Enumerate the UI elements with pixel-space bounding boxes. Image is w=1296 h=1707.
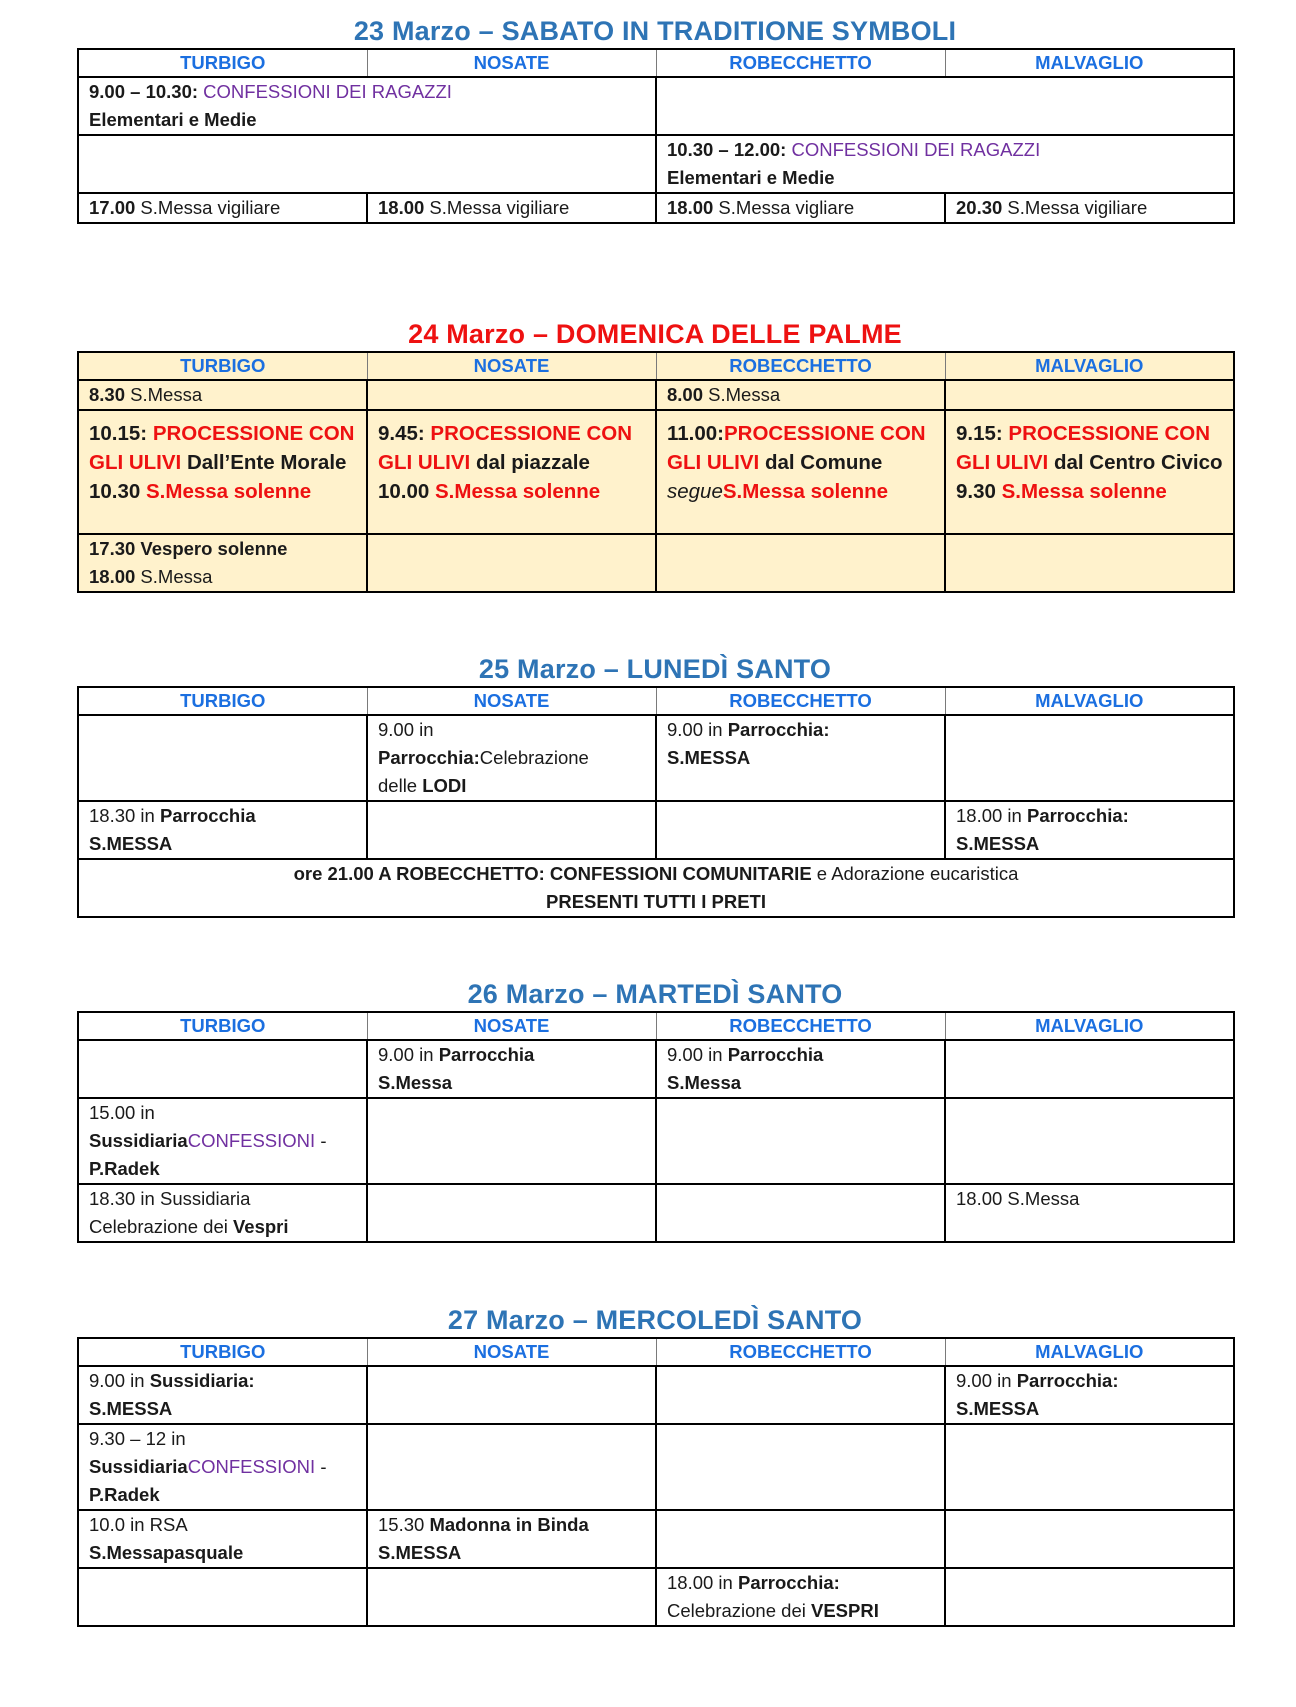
cell-text: 15.30	[378, 1514, 430, 1535]
cell-text: dal Comune	[759, 451, 883, 474]
column-header-robecchetto: ROBECCHETTO	[656, 49, 945, 77]
cell-text: delle	[378, 775, 423, 796]
schedule-cell	[945, 801, 1234, 859]
cell-text: Parrocchia:	[378, 747, 480, 768]
cell-line	[956, 194, 1223, 222]
schedule-cell	[656, 1568, 945, 1626]
cell-text: -	[315, 1130, 327, 1151]
schedule-cell	[78, 410, 367, 534]
cell-line	[378, 716, 645, 744]
schedule-cell	[656, 193, 945, 223]
cell-text: Parrocchia:	[1026, 805, 1129, 826]
header-row	[78, 1338, 1234, 1366]
schedule-row	[78, 534, 1234, 592]
cell-text: Celebrazione	[479, 747, 589, 768]
schedule-cell	[945, 1510, 1234, 1568]
day-title: 23 Marzo – SABATO IN TRADITIONE SYMBOLI	[353, 16, 957, 46]
header-row	[78, 352, 1234, 380]
cell-text: S.Messapasquale	[89, 1542, 244, 1563]
schedule-row	[78, 1568, 1234, 1626]
cell-text: 18.30 in Sussidiaria	[89, 1188, 251, 1209]
cell-text: S.Messa vigiliare	[1002, 197, 1148, 218]
column-header-nosate: NOSATE	[367, 352, 656, 380]
schedule-cell	[78, 77, 656, 135]
schedule-cell	[945, 380, 1234, 410]
schedule-cell	[78, 801, 367, 859]
schedule-cell	[367, 1040, 656, 1098]
cell-line	[378, 448, 645, 477]
cell-text: S.Messa vigiliare	[424, 197, 570, 218]
schedule-cell	[945, 1098, 1234, 1184]
cell-line	[89, 535, 356, 563]
cell-text: 9.45:	[378, 422, 431, 445]
cell-text: Parrocchia	[727, 1044, 824, 1065]
cell-line	[89, 888, 1223, 916]
cell-line	[956, 802, 1223, 830]
day-section-25-marzo	[77, 652, 1233, 918]
cell-text: dal piazzale	[470, 451, 590, 474]
cell-line	[667, 136, 1223, 164]
cell-line	[378, 1511, 645, 1539]
cell-text: 9.00 in	[378, 719, 434, 740]
cell-line	[378, 744, 645, 772]
schedule-cell	[945, 715, 1234, 801]
cell-line	[956, 1185, 1223, 1213]
column-header-turbigo: TURBIGO	[78, 1338, 367, 1366]
schedule-row	[78, 380, 1234, 410]
schedule-row	[78, 135, 1234, 193]
cell-text: Celebrazione dei	[667, 1600, 811, 1621]
schedule-table	[77, 48, 1235, 224]
column-header-malvaglio: MALVAGLIO	[945, 1012, 1234, 1040]
schedule-row	[78, 859, 1234, 917]
cell-text: S.Messa	[135, 566, 213, 587]
cell-line	[378, 1539, 645, 1567]
schedule-cell	[78, 1040, 367, 1098]
schedule-cell	[78, 1510, 367, 1568]
cell-text: 18.00 in	[956, 805, 1027, 826]
schedule-table	[77, 351, 1235, 593]
cell-text: S.MESSA	[956, 1398, 1040, 1419]
column-header-robecchetto: ROBECCHETTO	[656, 1338, 945, 1366]
cell-text: 9.30 – 12 in	[89, 1428, 186, 1449]
highlight-text: S.Messa solenne	[146, 480, 312, 503]
cell-text: 18.00	[378, 197, 425, 218]
cell-line	[89, 448, 356, 477]
cell-line	[89, 1539, 356, 1567]
schedule-cell	[78, 1366, 367, 1424]
column-header-malvaglio: MALVAGLIO	[945, 352, 1234, 380]
schedule-cell	[78, 715, 367, 801]
cell-line	[667, 1569, 934, 1597]
cell-text: 8.30	[89, 384, 126, 405]
schedule-cell	[656, 77, 1234, 135]
schedule-cell	[78, 859, 1234, 917]
schedule-cell	[656, 715, 945, 801]
cell-text: Parrocchia:	[727, 719, 830, 740]
cell-text: PRESENTI TUTTI I PRETI	[546, 891, 766, 912]
cell-line	[378, 194, 645, 222]
schedule-cell	[367, 380, 656, 410]
cell-line	[667, 1069, 934, 1097]
cell-text: 18.00	[667, 197, 714, 218]
cell-line	[667, 419, 934, 448]
header-row	[78, 687, 1234, 715]
schedule-cell	[656, 1184, 945, 1242]
schedule-cell	[78, 380, 367, 410]
cell-text: Sussidiaria	[89, 1130, 188, 1151]
cell-line	[89, 1367, 356, 1395]
cell-line	[89, 419, 356, 448]
cell-line	[89, 194, 356, 222]
cell-text: P.Radek	[89, 1484, 160, 1505]
cell-line	[89, 1481, 356, 1509]
schedule-row	[78, 193, 1234, 223]
column-header-malvaglio: MALVAGLIO	[945, 49, 1234, 77]
cell-line	[956, 448, 1223, 477]
cell-text: S.Messa	[667, 1072, 742, 1093]
highlight-text: GLI ULIVI	[378, 451, 471, 474]
schedule-row	[78, 77, 1234, 135]
highlight-text: CONFESSIONI	[187, 1130, 316, 1151]
column-header-turbigo: TURBIGO	[78, 49, 367, 77]
schedule-cell	[945, 410, 1234, 534]
cell-line	[667, 716, 934, 744]
column-header-malvaglio: MALVAGLIO	[945, 687, 1234, 715]
cell-text: 18.00	[89, 566, 136, 587]
schedule-table	[77, 1011, 1235, 1243]
schedule-cell	[367, 1510, 656, 1568]
day-section-27-marzo	[77, 1303, 1233, 1627]
schedule-cell	[78, 135, 656, 193]
cell-text: 18.00 S.Messa	[956, 1188, 1080, 1209]
cell-text: Parrocchia:	[1016, 1370, 1119, 1391]
cell-line	[89, 1511, 356, 1539]
day-section-26-marzo	[77, 977, 1233, 1243]
cell-text: 10.15:	[89, 422, 153, 445]
schedule-cell	[945, 1040, 1234, 1098]
schedule-cell	[656, 1040, 945, 1098]
cell-line	[89, 1395, 356, 1423]
schedule-cell	[367, 1184, 656, 1242]
cell-text: Parrocchia	[159, 805, 256, 826]
cell-line	[89, 1453, 356, 1481]
cell-text: 9.15:	[956, 422, 1009, 445]
cell-text: LODI	[422, 775, 467, 796]
cell-line	[378, 419, 645, 448]
cell-line	[956, 477, 1223, 506]
column-header-nosate: NOSATE	[367, 49, 656, 77]
column-header-nosate: NOSATE	[367, 1012, 656, 1040]
schedule-row	[78, 801, 1234, 859]
cell-line	[956, 830, 1223, 858]
schedule-cell	[656, 1510, 945, 1568]
schedule-cell	[367, 1366, 656, 1424]
cell-line	[378, 1069, 645, 1097]
cell-line	[667, 1041, 934, 1069]
cell-text: P.Radek	[89, 1158, 160, 1179]
cell-text: 9.00 in	[956, 1370, 1017, 1391]
cell-text: S.Messa	[703, 384, 781, 405]
cell-text: VESPRI	[810, 1600, 879, 1621]
cell-line	[667, 744, 934, 772]
highlight-text: CONFESSIONI	[187, 1456, 316, 1477]
cell-text: -	[315, 1456, 327, 1477]
cell-line	[89, 381, 356, 409]
cell-text: S.MESSA	[956, 833, 1040, 854]
cell-text: S.Messa	[125, 384, 203, 405]
schedule-row	[78, 1424, 1234, 1510]
cell-text: S.Messa	[378, 1072, 453, 1093]
column-header-robecchetto: ROBECCHETTO	[656, 1012, 945, 1040]
cell-text: Madonna in Binda	[429, 1514, 589, 1535]
header-row	[78, 1012, 1234, 1040]
schedule-cell	[656, 1424, 945, 1510]
cell-line	[378, 477, 645, 506]
cell-text: S.MESSA	[378, 1542, 462, 1563]
column-header-nosate: NOSATE	[367, 1338, 656, 1366]
cell-line	[89, 1213, 356, 1241]
schedule-cell	[78, 1568, 367, 1626]
schedule-table	[77, 686, 1235, 918]
cell-line	[89, 802, 356, 830]
cell-text: 10.0 in RSA	[89, 1514, 188, 1535]
highlight-text: GLI ULIVI	[956, 451, 1049, 474]
cell-text: 9.00 – 10.30:	[89, 81, 204, 102]
cell-text: Vespri	[232, 1216, 289, 1237]
cell-line	[667, 448, 934, 477]
schedule-row	[78, 1184, 1234, 1242]
schedule-cell	[367, 1098, 656, 1184]
schedule-row	[78, 1098, 1234, 1184]
highlight-text: GLI ULIVI	[667, 451, 760, 474]
schedule-cell	[78, 193, 367, 223]
highlight-text: PROCESSIONE CON	[1008, 422, 1211, 445]
cell-text: 20.30	[956, 197, 1003, 218]
cell-line	[89, 1425, 356, 1453]
schedule-cell	[656, 380, 945, 410]
cell-text: Sussidiaria:	[149, 1370, 255, 1391]
cell-line	[89, 860, 1223, 888]
schedule-cell	[367, 410, 656, 534]
schedule-cell	[367, 534, 656, 592]
schedule-cell	[656, 1366, 945, 1424]
cell-line	[667, 164, 1223, 192]
highlight-text: GLI ULIVI	[89, 451, 182, 474]
cell-text: S.MESSA	[89, 833, 173, 854]
cell-line	[89, 830, 356, 858]
schedule-cell	[367, 715, 656, 801]
highlight-text: S.Messa solenne	[435, 480, 601, 503]
cell-text: 15.00 in	[89, 1102, 155, 1123]
cell-text: Parrocchia	[438, 1044, 535, 1065]
cell-text: 8.00	[667, 384, 704, 405]
cell-line	[89, 78, 645, 106]
cell-text: 9.00 in	[667, 1044, 728, 1065]
column-header-turbigo: TURBIGO	[78, 352, 367, 380]
highlight-text: PROCESSIONE CON	[724, 422, 926, 445]
day-title: 27 Marzo – MERCOLEDÌ SANTO	[447, 1305, 863, 1335]
cell-line	[89, 1127, 356, 1155]
schedule-cell	[945, 1568, 1234, 1626]
cell-line	[89, 563, 356, 591]
cell-text: Dall’Ente Morale	[181, 451, 347, 474]
cell-line	[956, 1367, 1223, 1395]
cell-line	[89, 1155, 356, 1183]
cell-text: Elementari e Medie	[89, 109, 257, 130]
schedule-cell	[367, 1568, 656, 1626]
cell-text: 17.00	[89, 197, 136, 218]
column-header-turbigo: TURBIGO	[78, 1012, 367, 1040]
cell-line	[89, 477, 356, 506]
day-section-24-marzo	[77, 317, 1233, 593]
schedule-cell	[78, 1098, 367, 1184]
schedule-cell	[945, 193, 1234, 223]
cell-line	[89, 1185, 356, 1213]
header-row	[78, 49, 1234, 77]
cell-text: 18.30 in	[89, 805, 160, 826]
cell-text: e Adorazione eucaristica	[811, 863, 1019, 884]
cell-line	[667, 477, 934, 506]
cell-text: 9.00 in	[89, 1370, 150, 1391]
highlight-text: CONFESSIONI DEI RAGAZZI	[791, 139, 1041, 160]
cell-text: dal Centro Civico	[1048, 451, 1223, 474]
cell-text: Sussidiaria	[89, 1456, 188, 1477]
schedule-row	[78, 410, 1234, 534]
schedule-cell	[656, 1098, 945, 1184]
cell-text: S.MESSA	[667, 747, 751, 768]
day-title: 25 Marzo – LUNEDÌ SANTO	[478, 654, 832, 684]
cell-text: Celebrazione dei	[89, 1216, 233, 1237]
cell-text: Elementari e Medie	[667, 167, 835, 188]
highlight-text: PROCESSIONE CON	[430, 422, 633, 445]
column-header-nosate: NOSATE	[367, 687, 656, 715]
schedule-cell	[78, 534, 367, 592]
cell-line	[89, 1099, 356, 1127]
schedule-row	[78, 715, 1234, 801]
cell-text: ore 21.00 A ROBECCHETTO: CONFESSIONI COMUNITARIE	[293, 863, 812, 884]
cell-text: segue	[667, 480, 723, 503]
schedule-cell	[656, 135, 1234, 193]
column-header-robecchetto: ROBECCHETTO	[656, 687, 945, 715]
column-header-robecchetto: ROBECCHETTO	[656, 352, 945, 380]
cell-line	[89, 106, 645, 134]
cell-text: 11.00:	[667, 422, 724, 445]
cell-text: 9.00 in	[667, 719, 728, 740]
schedule-cell	[367, 193, 656, 223]
day-section-23-marzo	[77, 14, 1233, 224]
schedule-row	[78, 1366, 1234, 1424]
schedule-row	[78, 1040, 1234, 1098]
highlight-text: S.Messa solenne	[1001, 480, 1167, 503]
column-header-malvaglio: MALVAGLIO	[945, 1338, 1234, 1366]
cell-text: S.Messa vigliare	[713, 197, 855, 218]
cell-text: Parrocchia:	[737, 1572, 840, 1593]
schedule-row	[78, 1510, 1234, 1568]
cell-line	[667, 194, 934, 222]
schedule-cell	[78, 1184, 367, 1242]
highlight-text: S.Messa solenne	[722, 480, 889, 503]
highlight-text: PROCESSIONE CON	[152, 422, 355, 445]
highlight-text: CONFESSIONI DEI RAGAZZI	[203, 81, 452, 102]
schedule-cell	[656, 410, 945, 534]
cell-line	[378, 1041, 645, 1069]
column-header-turbigo: TURBIGO	[78, 687, 367, 715]
schedule-cell	[367, 1424, 656, 1510]
cell-line	[667, 1597, 934, 1625]
schedule-cell	[945, 1184, 1234, 1242]
cell-text: 18.00 in	[667, 1572, 738, 1593]
cell-text: 10.30	[89, 480, 146, 503]
cell-text: 10.00	[378, 480, 435, 503]
schedule-cell	[656, 534, 945, 592]
cell-text: S.Messa vigiliare	[135, 197, 281, 218]
day-title: 26 Marzo – MARTEDÌ SANTO	[467, 979, 843, 1009]
cell-text: 17.30 Vespero solenne	[89, 538, 288, 559]
schedule-cell	[945, 534, 1234, 592]
cell-text: 9.30	[956, 480, 1002, 503]
day-title: 24 Marzo – DOMENICA DELLE PALME	[408, 319, 902, 349]
cell-line	[956, 419, 1223, 448]
schedule-cell	[945, 1366, 1234, 1424]
cell-line	[956, 1395, 1223, 1423]
cell-text: S.MESSA	[89, 1398, 173, 1419]
cell-line	[378, 772, 645, 800]
cell-line	[667, 381, 934, 409]
schedule-cell	[78, 1424, 367, 1510]
schedule-cell	[367, 801, 656, 859]
cell-text: 9.00 in	[378, 1044, 439, 1065]
schedule-cell	[945, 1424, 1234, 1510]
schedule-cell	[656, 801, 945, 859]
schedule-table	[77, 1337, 1235, 1627]
cell-text: 10.30 – 12.00:	[667, 139, 792, 160]
